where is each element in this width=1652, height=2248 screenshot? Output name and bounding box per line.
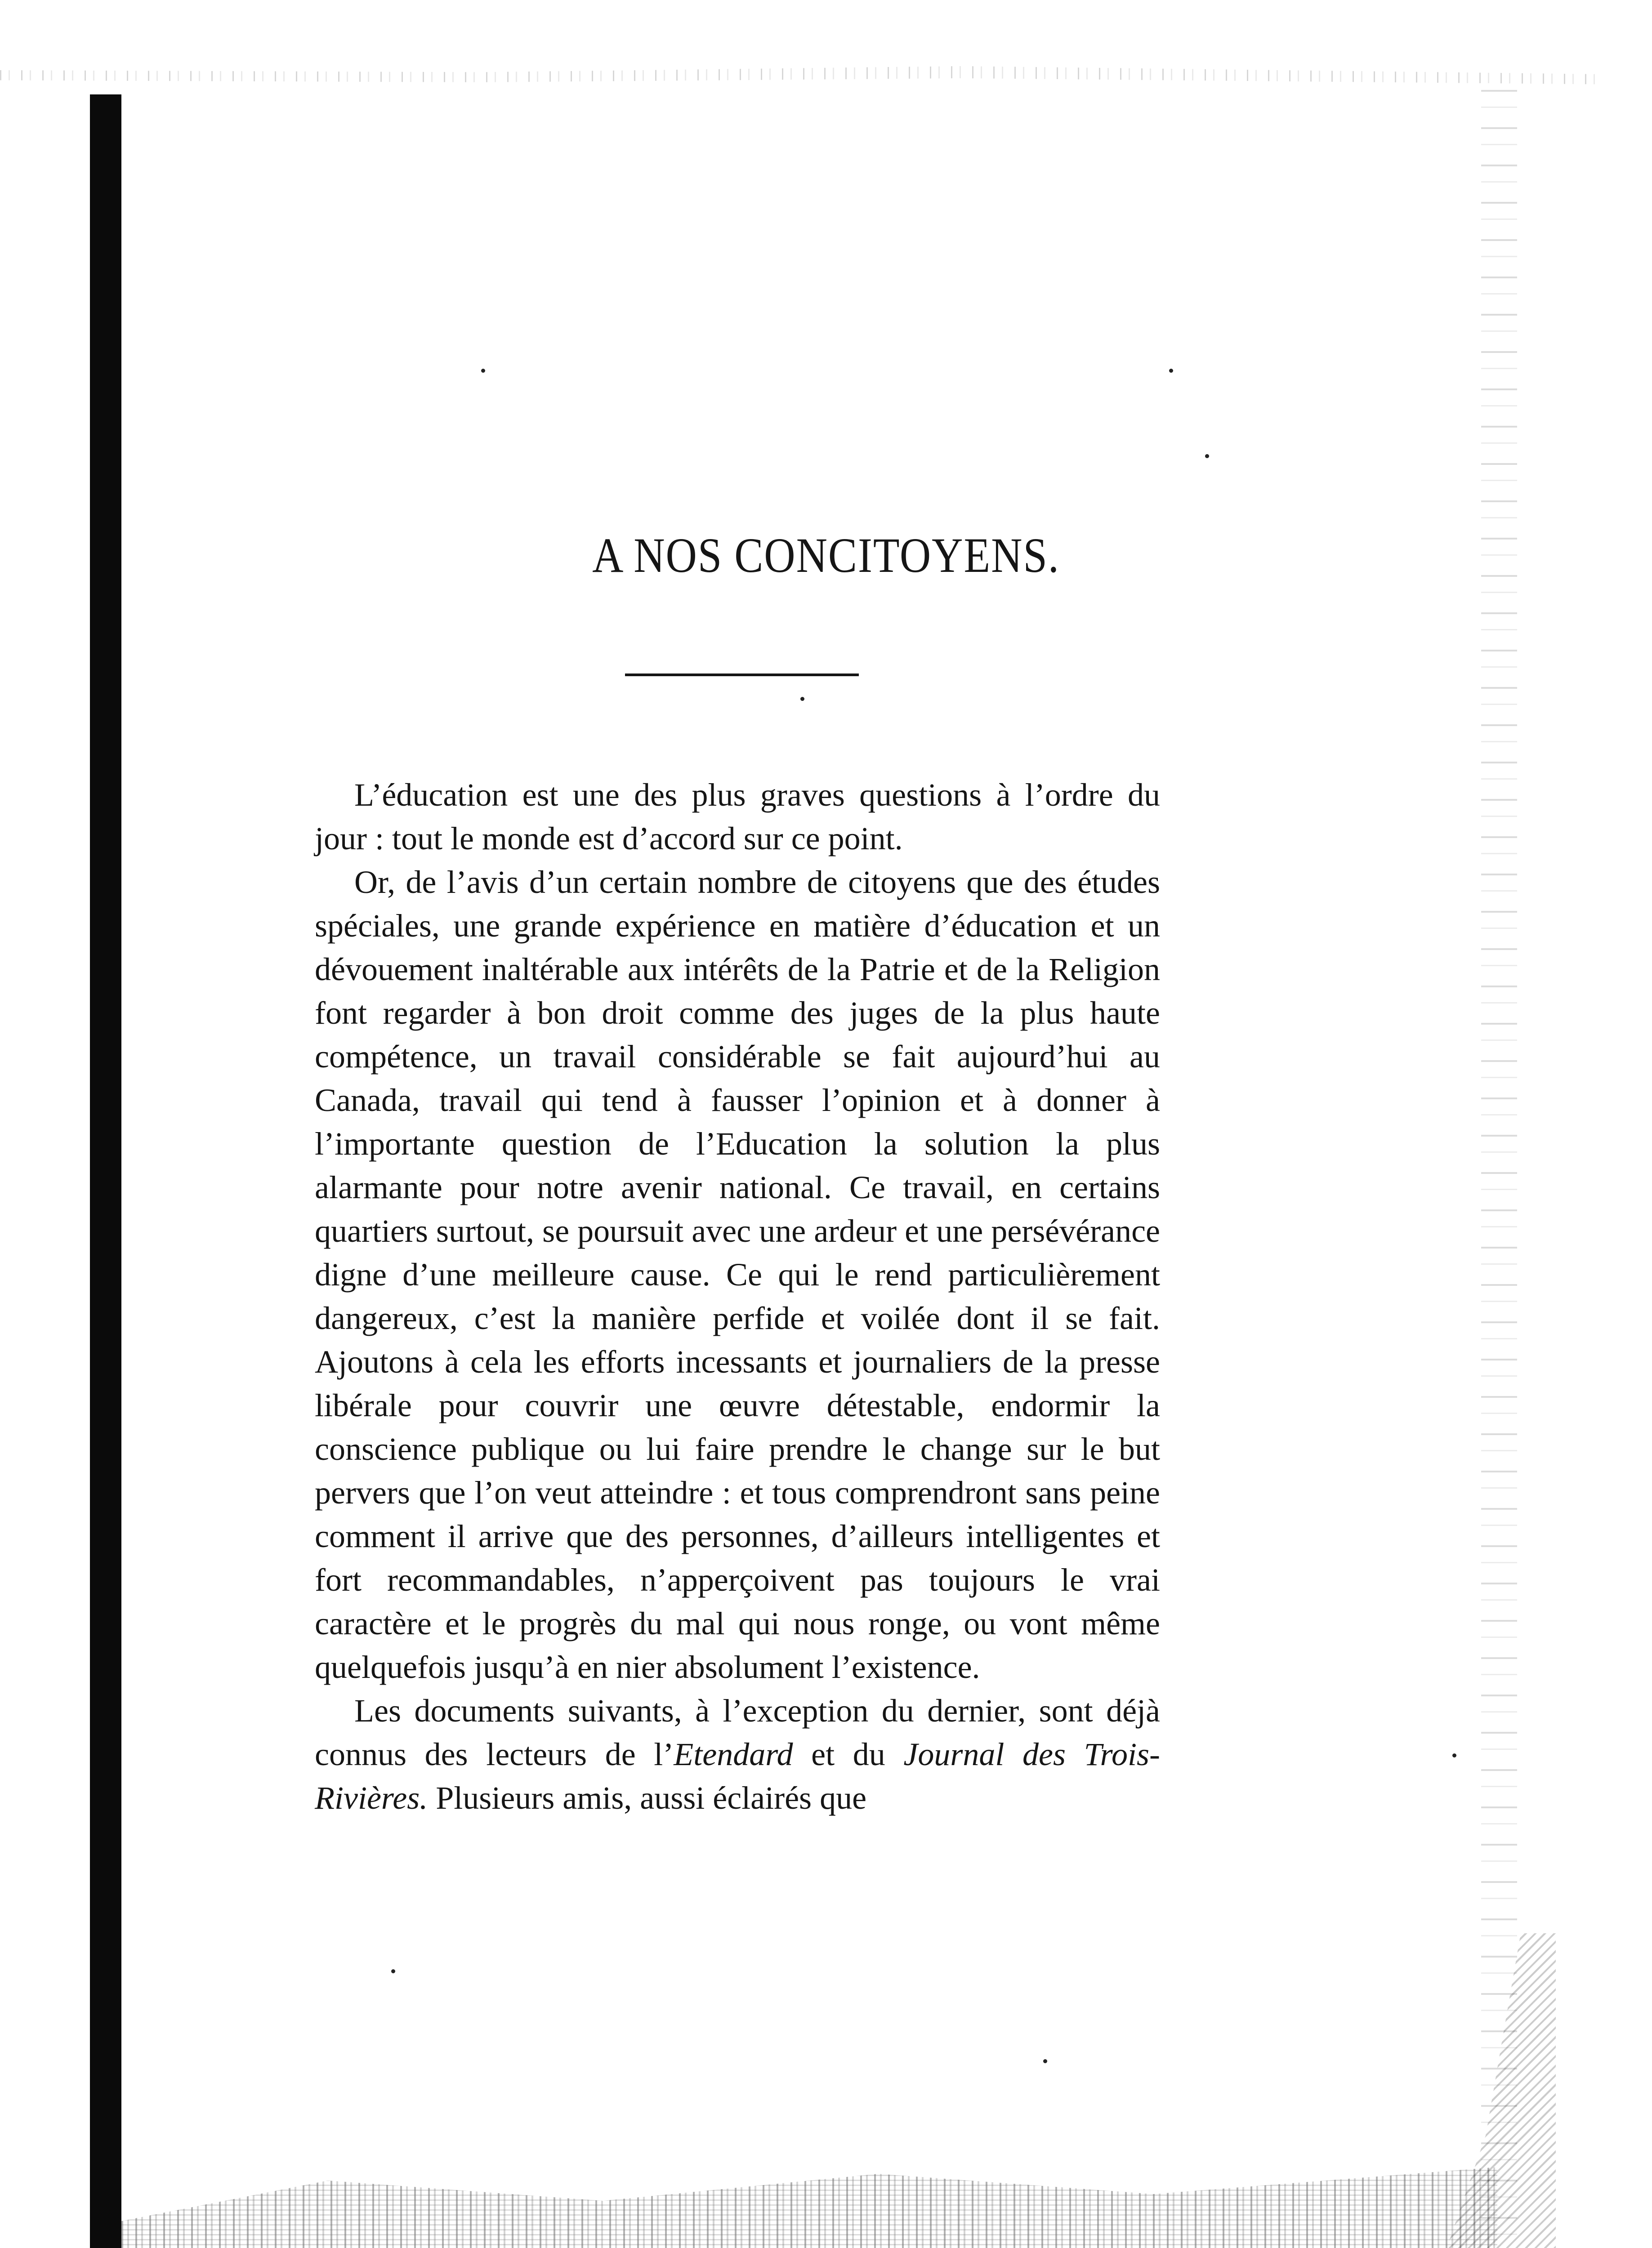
speck	[481, 369, 485, 373]
speck	[1452, 1753, 1456, 1757]
paragraph-3-text-before: Les documents suivants, à l’exception du dernier, sont déjà connus des lecteurs de l’	[315, 1693, 1160, 1772]
speck	[1205, 454, 1209, 458]
scan-noise-right	[1481, 90, 1517, 2248]
speck	[1169, 369, 1173, 373]
body-text	[315, 773, 1160, 1820]
page-title: A NOS CONCITOYENS.	[592, 527, 1060, 583]
title-rule	[625, 674, 859, 676]
paragraph-3-text-between: et du	[793, 1736, 904, 1772]
scan-binding-edge	[90, 94, 121, 2248]
speck	[1043, 2059, 1047, 2063]
paragraph-2: Or, de l’avis d’un certain nombre de citoyens que des études spéciales, une grande expérience en matière d’éducation et un dévouement inaltérable aux intérêts de la Patrie et de la Religion font regarder à bon droit comme des juges de la plus haute compétence, un travail considérable se fait aujourd’hui au Canada, travail qui tend à fausser l’opinion et à donner à l’importante question de l’Education la solution la plus alarmante pour notre avenir national. Ce travail, en certains quartiers surtout, se poursuit avec une ardeur et une persévérance digne d’une meilleure cause. Ce qui le rend particulièrement dangereux, c’est la manière perfide et voilée dont il se fait. Ajoutons à cela les efforts incessants et journaliers de la presse libérale pour couvrir une œuvre détestable, endormir la conscience publique ou lui faire prendre le change sur le but pervers que l’on veut atteindre : et tous comprendront sans peine comment il arrive que des personnes, d’ailleurs intelligentes et fort recommandables, n’apperçoivent pas toujours le vrai caractère et le progrès du mal qui nous ronge, ou vont même quelquefois jusqu’à en nier absolument l’existence.	[315, 864, 1160, 1685]
paragraph-3-text-after: Plusieurs amis, aussi éclairés que	[428, 1780, 867, 1816]
paragraph-1: L’éducation est une des plus graves questions à l’ordre du jour : tout le monde est d’accord sur ce point.	[315, 777, 1160, 856]
paragraph-3	[315, 1689, 1160, 1820]
speck	[800, 697, 804, 701]
newspaper-title-etendard: Etendard	[674, 1736, 793, 1772]
scan-noise-bottom	[121, 2140, 1497, 2248]
newspaper-title-journal: Journal des Trois-Rivières.	[315, 1736, 1161, 1816]
speck	[391, 1969, 395, 1973]
scan-noise-top	[0, 54, 1601, 94]
